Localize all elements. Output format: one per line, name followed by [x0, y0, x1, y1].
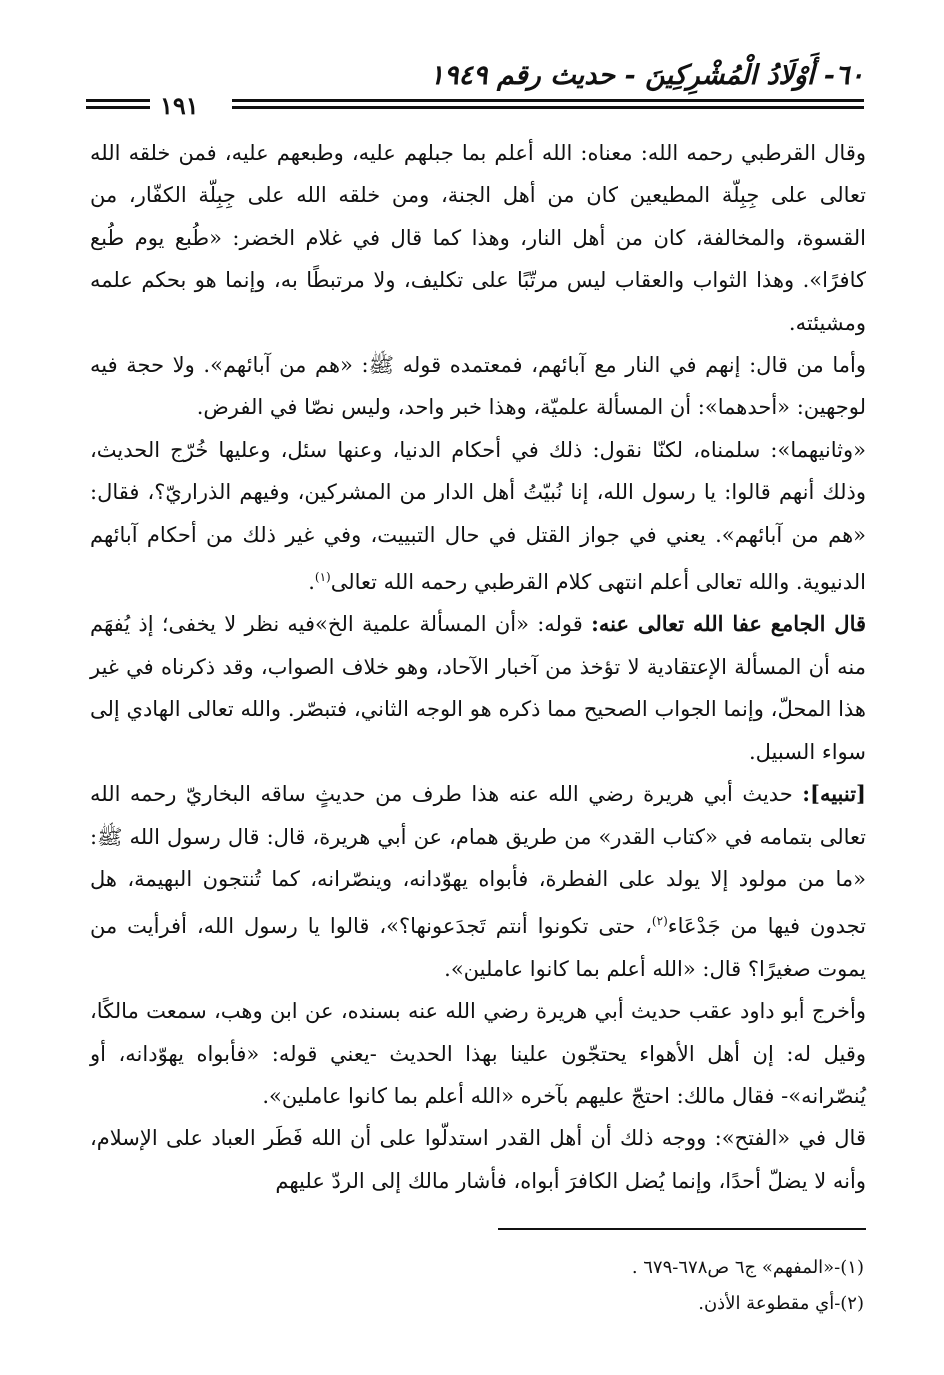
paragraph-4: [90, 603, 866, 773]
footnote-marker-1[interactable]: (١): [314, 570, 331, 585]
footnote-2: (٢)-أي مقطوعة الأذن.: [698, 1293, 864, 1314]
paragraph-text: وأما من قال: إنهم في النار مع آبائهم، فمعتمده قوله ﷺ: «هم من آبائهم». ولا حجة فيه لوجهين: «أحدهما»: أن المسألة علميّة، وهذا خبر واحد، وليس نصّا في الفرض.: [90, 353, 866, 420]
footnotes: [90, 1250, 864, 1322]
paragraph-text: حديث أبي هريرة رضي الله عنه هذا طرف من حديثٍ ساقه البخاريّ رحمه الله تعالى بتمامه في «كتاب القدر» من طريق همام، عن أبي هريرة، قال: قال رسول الله ﷺ: «ما من مولود إلا يولد على الفطرة، فأبواه يهوّدانه، وينصّرانه، كما تُنتجون البهيمة، هل تجدون فيها من جَدْعَاء: [90, 782, 866, 939]
paragraph-text: وقال القرطبي رحمه الله: معناه: الله أعلم بما جبلهم عليه، وطبعهم عليه، فمن خلقه الله تعالى على جِبِلّة المطيعين كان من أهل الجنة، ومن خلقه الله على جِبِلّة الكفّار، من القسوة، والمخالفة، كان من أهل النار، وهذا كما قال في غلام الخضر: «طُبع يوم طُبع كافرًا». وهذا الثواب والعقاب ليس مرتّبًا على تكليف، ولا مرتبطًا به، وإنما هو بحكم علمه ومشيئته.: [90, 141, 866, 335]
header-double-rule-short: [86, 99, 150, 109]
footnote-marker-2[interactable]: (٢): [651, 914, 668, 929]
header-double-rule: [232, 99, 864, 109]
paragraph-text: قال في «الفتح»: ووجه ذلك أن أهل القدر استدلّوا على أن الله فَطَر العباد على الإسلام، وأنه لا يضلّ أحدًا، وإنما يُضل الكافرَ أبواه، فأشار مالك إلى الردّ عليهم: [90, 1126, 866, 1193]
paragraph-text: وأخرج أبو داود عقب حديث أبي هريرة رضي الله عنه بسنده، عن ابن وهب، سمعت مالكًا، وقيل له: إن أهل الأهواء يحتجّون علينا بهذا الحديث -يعني قوله: «فأبواه يهوّدانه، أو يُنصّرانه»- فقال مالك: احتجّ عليهم بآخره «الله أعلم بما كانوا عاملين».: [90, 999, 866, 1108]
paragraph-1: [90, 132, 866, 344]
body-text: [90, 132, 866, 1202]
paragraph-6: [90, 990, 866, 1117]
running-header-title: ٦٠- أَوْلَادُ الْمُشْرِكِينَ - حديث رقم ١٩٤٩: [429, 60, 864, 91]
paragraph-7: [90, 1117, 866, 1202]
paragraph-text-tail: ، حتى تكونوا أنتم تَجدَعونها؟»، قالوا يا رسول الله، أفرأيت من يموت صغيرًا؟ قال: «الله أعلم بما كانوا عاملين».: [90, 914, 866, 981]
page-number: ١٩١: [160, 91, 199, 120]
paragraph-3: [90, 429, 866, 604]
paragraph-5: [90, 773, 866, 990]
paragraph-2: [90, 344, 866, 429]
paragraph-bold-lead: قال الجامع عفا الله تعالى عنه:: [591, 611, 867, 637]
paragraph-text-tail: .: [308, 570, 315, 595]
paragraph-text: «وثانيهما»: سلمناه، لكنّا نقول: ذلك في أحكام الدنيا، وعنها سئل، وعليها خُرّج الحديث، وذلك أنهم قالوا: يا رسول الله، إنا نُبيّتُ أهل الدار من المشركين، وفيهم الذراريّ؟، فقال: «هم من آبائهم». يعني في جواز القتل في حال التبييت، وفي غير ذلك من أحكام آبائهم الدنيوية. والله تعالى أعلم انتهى كلام القرطبي رحمه الله تعالى: [90, 437, 866, 595]
footnote-separator: [498, 1228, 866, 1230]
footnote-1: (١)-«المفهم» ج٦ ص٦٧٨-٦٧٩ .: [631, 1257, 864, 1278]
paragraph-bold-lead: [تنبيه]:: [802, 781, 866, 807]
paragraph-text: قوله: «أن المسألة علمية الخ»فيه نظر لا يخفى؛ إذ يُفهَم منه أن المسألة الإعتقادية لا تؤخذ من آخبار الآحاد، وهو خلاف الصواب، وقد ذكرناه في غير هذا المحلّ، وإنما الجواب الصحيح مما ذكره هو الوجه الثاني، فتبصّر. والله تعالى الهادي إلى سواء السبيل.: [90, 612, 866, 764]
